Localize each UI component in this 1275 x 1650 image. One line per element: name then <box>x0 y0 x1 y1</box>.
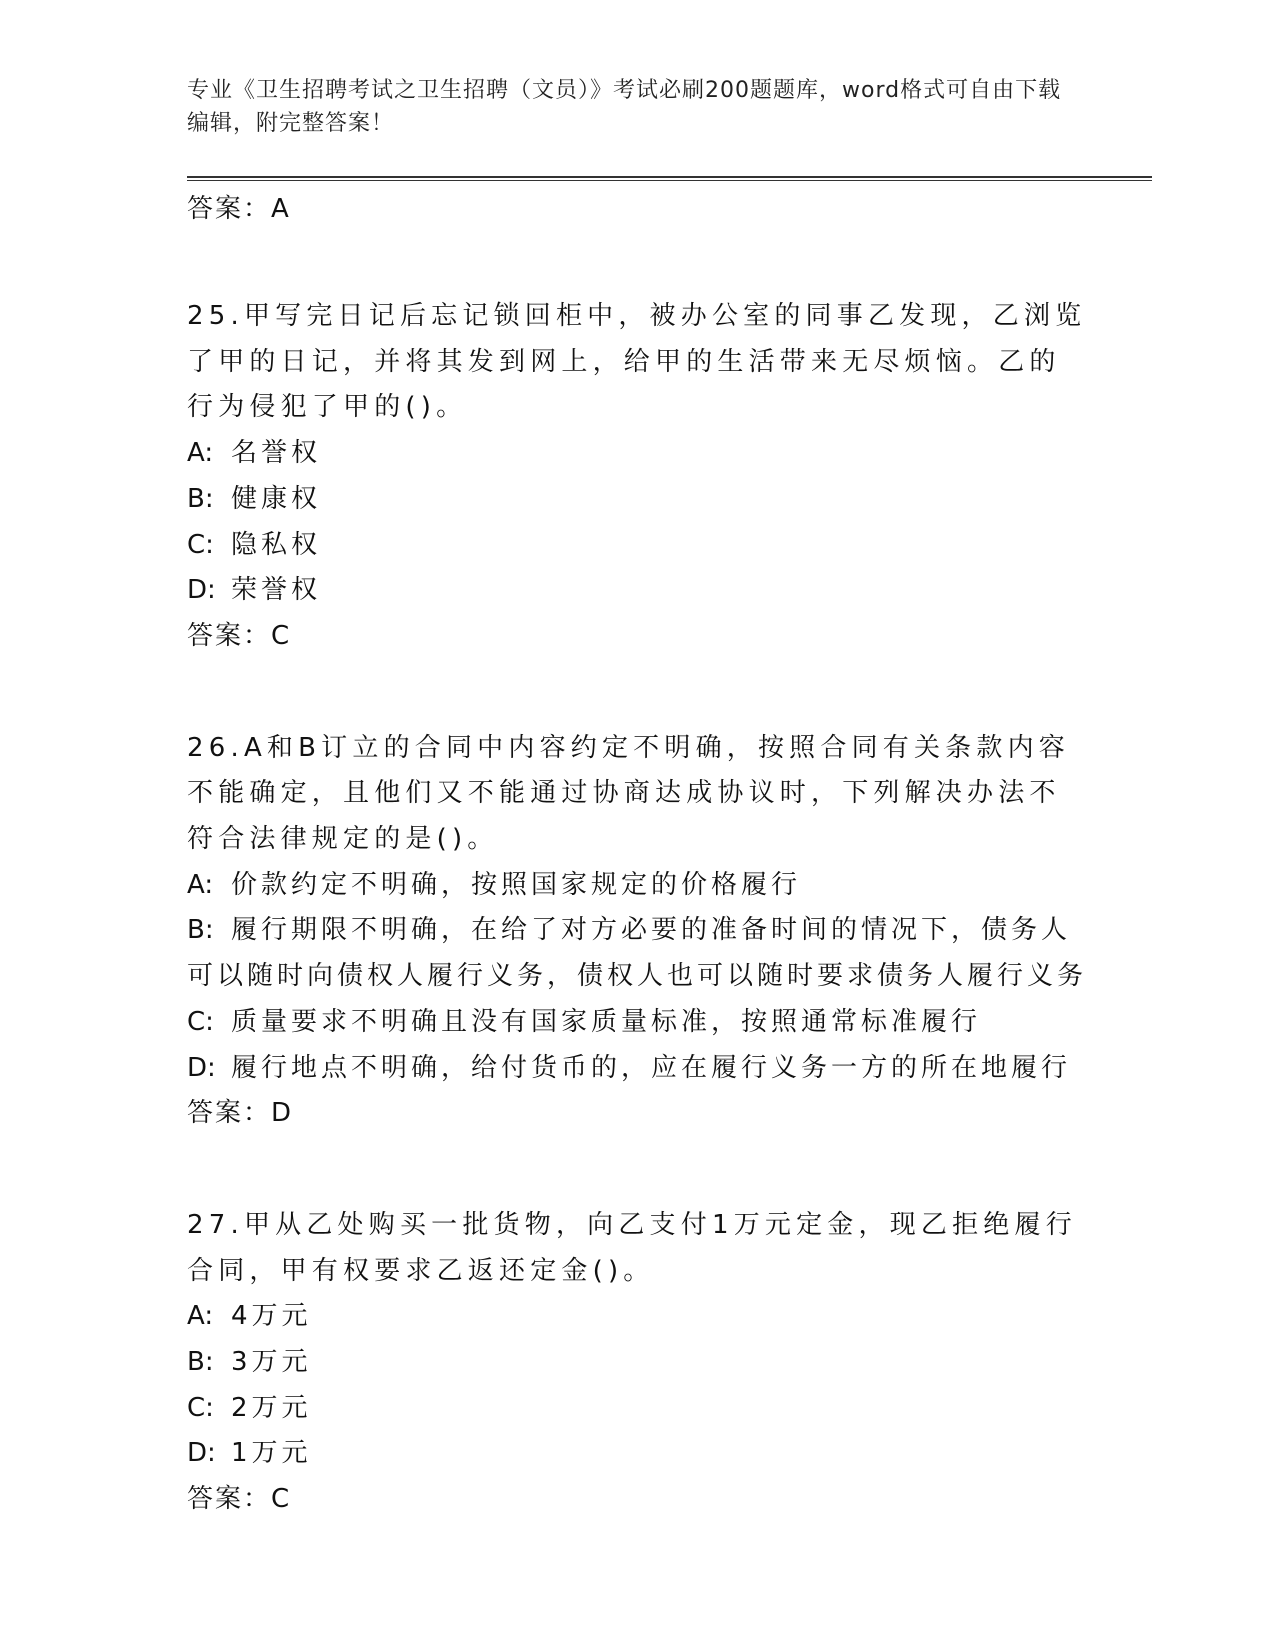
option-key: D: <box>187 1438 216 1469</box>
answer: 答案：C <box>187 1484 292 1515</box>
option-d <box>187 1431 1087 1477</box>
option-b <box>187 477 1087 523</box>
option-key: B: <box>187 483 214 514</box>
option-text: 3万元 <box>231 1347 312 1378</box>
option-key: A: <box>187 869 214 900</box>
option-c <box>187 1386 1087 1432</box>
option-text: 4万元 <box>231 1301 312 1332</box>
option-b <box>187 1340 1087 1386</box>
option-key: D: <box>187 575 216 606</box>
answer: 答案：D <box>187 1098 294 1129</box>
question-stem: 25.甲写完日记后忘记锁回柜中，被办公室的同事乙发现，乙浏览了甲的日记，并将其发到网上，给甲的生活带来无尽烦恼。乙的行为侵犯了甲的()。 <box>187 301 1087 423</box>
option-text: 荣誉权 <box>231 575 322 606</box>
previous-answer: 答案：A <box>187 194 291 224</box>
option-text: 1万元 <box>231 1438 312 1469</box>
option-text: 质量要求不明确且没有国家质量标准，按照通常标准履行 <box>231 1006 982 1037</box>
option-key: C: <box>187 529 214 560</box>
option-key: C: <box>187 1392 214 1423</box>
option-d <box>187 1046 1087 1092</box>
option-text: 2万元 <box>231 1392 312 1423</box>
option-key: B: <box>187 915 214 946</box>
header-divider <box>187 176 1152 181</box>
option-a <box>187 431 1087 477</box>
option-text: 名誉权 <box>231 438 322 469</box>
question-stem: 26.A和B订立的合同中内容约定不明确，按照合同有关条款内容不能确定，且他们又不能通过协商达成协议时，下列解决办法不符合法律规定的是()。 <box>187 732 1070 855</box>
option-text: 隐私权 <box>231 529 322 560</box>
option-key: D: <box>187 1052 216 1083</box>
question-25 <box>187 294 1087 660</box>
option-a <box>187 1294 1087 1340</box>
question-26 <box>187 726 1087 1137</box>
option-key: A: <box>187 1301 214 1332</box>
option-text: 价款约定不明确，按照国家规定的价格履行 <box>231 869 802 900</box>
document-header: 专业《卫生招聘考试之卫生招聘（文员）》考试必刷200题题库，word格式可自由下载编辑，附完整答案！ <box>187 78 1062 136</box>
option-text: 健康权 <box>231 483 322 514</box>
question-list <box>187 190 1087 1523</box>
option-key: B: <box>187 1347 214 1378</box>
option-c <box>187 1000 1087 1046</box>
option-text: 履行地点不明确，给付货币的，应在履行义务一方的所在地履行 <box>231 1052 1072 1083</box>
answer: 答案：C <box>187 620 292 651</box>
option-a <box>187 863 1087 909</box>
question-27 <box>187 1203 1087 1523</box>
option-c <box>187 523 1087 569</box>
option-key: C: <box>187 1006 214 1037</box>
option-d <box>187 568 1087 614</box>
option-b <box>187 908 1087 999</box>
option-text: 履行期限不明确，在给了对方必要的准备时间的情况下，债务人可以随时向债权人履行义务，债权人也可以随时要求债务人履行义务 <box>187 915 1088 992</box>
option-key: A: <box>187 438 214 469</box>
question-stem: 27.甲从乙处购买一批货物，向乙支付1万元定金，现乙拒绝履行合同，甲有权要求乙返还定金()。 <box>187 1209 1077 1286</box>
